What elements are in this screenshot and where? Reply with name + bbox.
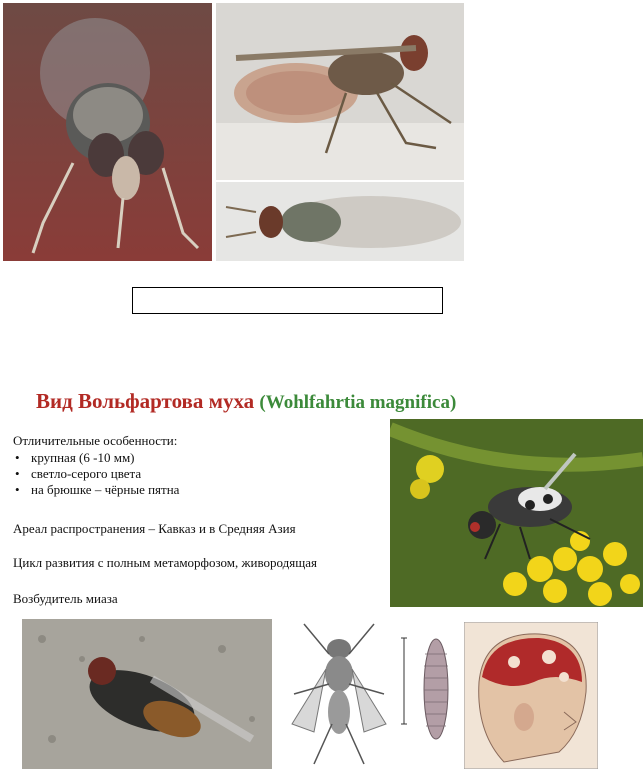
feature-item: • светло-серого цвета [13, 466, 373, 482]
slide [0, 378, 643, 769]
features-list [13, 450, 373, 498]
features-block [13, 433, 373, 498]
wohlfahrtia-on-ground-photo [22, 619, 272, 769]
title-russian: Вид Вольфартова муха [36, 389, 255, 413]
tsetse-fly-front-photo [3, 3, 212, 261]
myiasis-head-drawing [464, 622, 598, 769]
feature-item: • на брюшке – чёрные пятна [13, 482, 373, 498]
title-latin: (Wohlfahrtia magnifica) [259, 392, 457, 413]
caption-box [132, 287, 443, 314]
tsetse-fly-side-photo [216, 3, 464, 180]
fly-adult-drawing [284, 614, 394, 769]
wohlfahrtia-on-flower-photo [390, 419, 643, 607]
larva-drawing [398, 634, 453, 759]
feature-item: • крупная (6 -10 мм) [13, 450, 373, 466]
range-text: Ареал распространения – Кавказ и в Средняя Азия [13, 521, 296, 536]
slide-title [36, 388, 456, 416]
tsetse-fly-top-photo [216, 182, 464, 261]
cycle-text: Цикл развития с полным метаморфозом, живородящая [13, 555, 317, 570]
disease-text: Возбудитель миаза [13, 591, 118, 606]
features-heading: Отличительные особенности: [13, 433, 178, 448]
